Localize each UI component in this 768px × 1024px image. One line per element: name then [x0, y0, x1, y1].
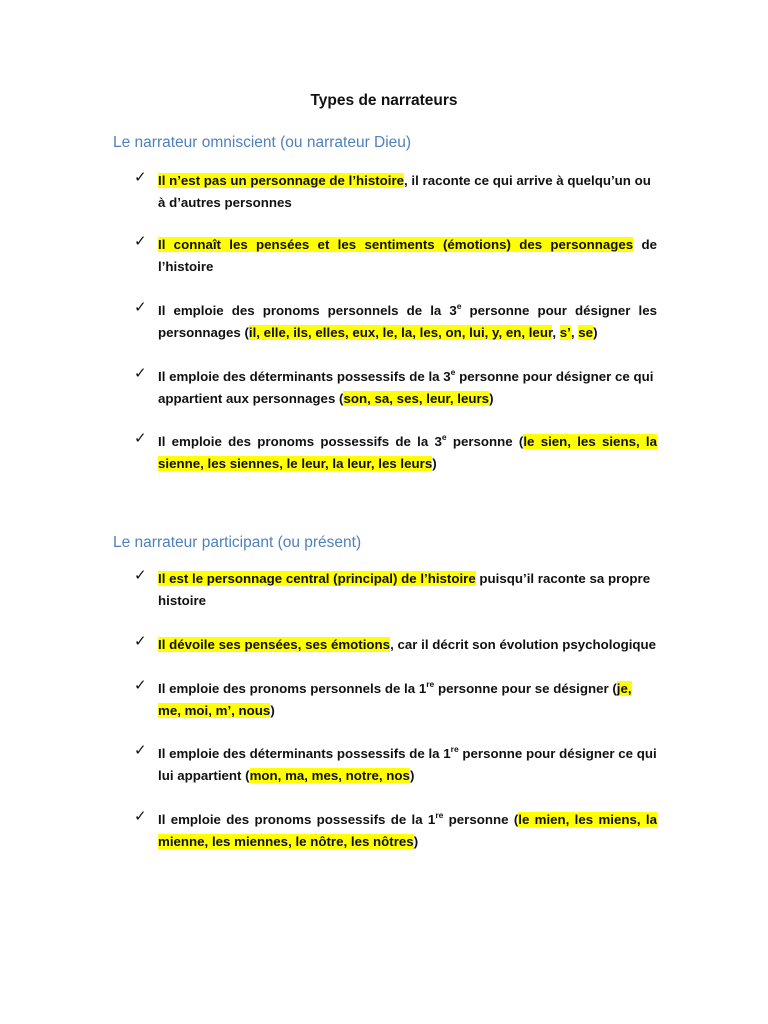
- superscript: re: [435, 810, 444, 820]
- checkmark-icon: ✓: [134, 676, 147, 694]
- item-text: [158, 568, 657, 612]
- plain-text: ,: [570, 325, 579, 340]
- plain-text: ): [409, 768, 415, 783]
- highlighted-text: mon, ma, mes, notre, nos: [249, 768, 410, 783]
- plain-text: personne (: [446, 434, 524, 449]
- list-item: [131, 431, 657, 475]
- item-text: [158, 234, 657, 278]
- highlighted-text: Il dévoile ses pensées, ses émotions: [158, 637, 391, 652]
- plain-text: Il emploie des pronoms possessifs de la 1: [158, 812, 436, 827]
- highlighted-text: s’: [559, 325, 571, 340]
- checkmark-icon: ✓: [134, 566, 147, 584]
- plain-text: personne pour désigner les personnages (: [158, 303, 657, 340]
- superscript: re: [450, 744, 459, 754]
- plain-text: Il emploie des pronoms personnels de la 3: [158, 303, 457, 318]
- highlighted-text: le sien, les siens, la sienne, les siennes, le leur, la leur, les leurs: [158, 434, 657, 471]
- plain-text: , il raconte ce qui arrive à quelqu’un ou à d’autres personnes: [158, 173, 651, 210]
- plain-text: de l’histoire: [158, 237, 658, 274]
- highlighted-text: il, elle, ils, elles, eux, le, la, les, on, lui, y, en, leur: [248, 325, 553, 340]
- checkmark-icon: ✓: [134, 632, 147, 650]
- plain-text: Il emploie des pronoms personnels de la 1: [158, 681, 427, 696]
- item-text: [158, 366, 657, 410]
- list-item: [131, 678, 657, 722]
- list-item: [131, 634, 657, 656]
- highlighted-text: Il est le personnage central (principal) de l’histoire: [158, 571, 476, 586]
- item-text: [158, 809, 657, 853]
- checkmark-icon: ✓: [134, 741, 147, 759]
- plain-text: ): [489, 391, 494, 406]
- superscript: re: [426, 679, 435, 689]
- checkmark-icon: ✓: [134, 807, 147, 825]
- list-item: [131, 234, 657, 278]
- highlighted-text: Il n’est pas un personnage de l’histoire: [158, 173, 405, 188]
- plain-text: ): [413, 834, 419, 849]
- highlighted-text: se: [578, 325, 594, 340]
- superscript: e: [456, 301, 462, 311]
- list-item: [131, 743, 657, 787]
- checkmark-icon: ✓: [134, 298, 147, 316]
- item-text: [158, 634, 657, 656]
- plain-text: ): [270, 703, 275, 718]
- plain-text: personne pour désigner ce qui appartient aux personnages (: [158, 369, 654, 406]
- plain-text: , car il décrit son évolution psychologique: [390, 637, 657, 652]
- list-item: [131, 300, 657, 344]
- highlighted-text: je, me, moi, m’, nous: [158, 681, 632, 718]
- item-text: [158, 431, 657, 475]
- highlighted-text: le mien, les miens, la mienne, les miennes, le nôtre, les nôtres: [158, 812, 657, 849]
- checkmark-icon: ✓: [134, 429, 147, 447]
- highlighted-text: son, sa, ses, leur, leurs: [343, 391, 490, 406]
- item-text: [158, 300, 657, 344]
- list-item: [131, 809, 657, 853]
- item-text: [158, 743, 657, 787]
- plain-text: personne (: [443, 812, 519, 827]
- item-text: [158, 678, 657, 722]
- superscript: e: [450, 367, 456, 377]
- section-heading-omniscient: Le narrateur omniscient (ou narrateur Dieu): [113, 134, 412, 151]
- highlighted-text: Il connaît les pensées et les sentiments (émotions) des personnages: [158, 237, 634, 252]
- list-item: [131, 366, 657, 410]
- plain-text: puisqu’il raconte sa propre histoire: [158, 571, 651, 608]
- plain-text: Il emploie des déterminants possessifs de la 1: [158, 746, 451, 761]
- document-title: Types de narrateurs: [310, 92, 458, 109]
- item-text: [158, 170, 657, 214]
- plain-text: ): [432, 456, 437, 471]
- plain-text: Il emploie des pronoms possessifs de la 3: [158, 434, 442, 449]
- plain-text: Il emploie des déterminants possessifs de la 3: [158, 369, 451, 384]
- superscript: e: [441, 432, 447, 442]
- checkmark-icon: ✓: [134, 364, 147, 382]
- checkmark-icon: ✓: [134, 168, 147, 186]
- plain-text: ,: [552, 325, 560, 340]
- list-item: [131, 568, 657, 612]
- section-heading-participant: Le narrateur participant (ou présent): [113, 534, 362, 551]
- checkmark-icon: ✓: [134, 232, 147, 250]
- list-item: [131, 170, 657, 214]
- plain-text: personne pour désigner ce qui lui appartient (: [158, 746, 657, 783]
- plain-text: ): [593, 325, 598, 340]
- plain-text: personne pour se désigner (: [434, 681, 617, 696]
